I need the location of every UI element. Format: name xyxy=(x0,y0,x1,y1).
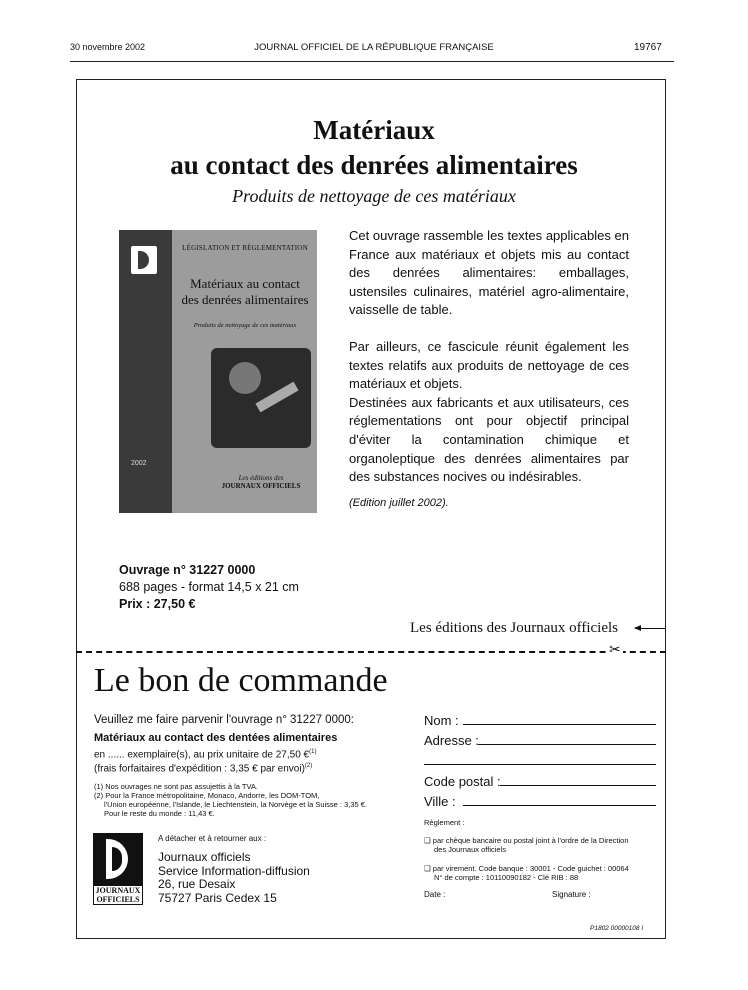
footnote-2-line3: Pour le reste du monde : 11,43 €. xyxy=(104,809,215,818)
adresse-label: Adresse : xyxy=(424,733,479,748)
description-paragraph-1: Cet ouvrage rassemble les textes applicables en France aux matériaux et objets mis au contact des denrées alimentaires: emballages, ustensiles culinaires, matériel agro-alimentaire, vaisselle de table. xyxy=(349,228,629,318)
ad-title-line2: au contact des denrées alimentaires xyxy=(170,150,578,180)
description-paragraph-3: Destinées aux fabricants et aux utilisateurs, ces réglementations ont pour objectif principal d'éviter la contamination chimique et organoleptique des denrées alimentaires par des substances nocives ou indésirables. xyxy=(349,394,629,485)
cover-photo xyxy=(211,348,311,448)
order-quantity-sup: (1) xyxy=(309,749,317,755)
date-label: Date : xyxy=(424,890,446,899)
order-product: Matériaux au contact des dentées alimentaires xyxy=(94,732,338,744)
footnote-1: (1) Nos ouvrages ne sont pas assujettis à la TVA. xyxy=(94,782,258,791)
logo-line2: OFFICIELS xyxy=(96,895,140,904)
ad-description xyxy=(349,227,629,487)
code-postal-label: Code postal : xyxy=(424,774,501,789)
publisher-note: Les éditions des Journaux officiels xyxy=(410,620,619,636)
cheque-line1: ❑ par chèque bancaire ou postal joint à l'ordre de la Direction xyxy=(424,836,629,845)
address-line4: 75727 Paris Cedex 15 xyxy=(158,890,277,905)
journaux-officiels-logo xyxy=(93,833,143,903)
scissors-icon: ✂ xyxy=(609,641,621,657)
adresse-field-line2[interactable] xyxy=(424,764,656,765)
virement-line2: N° de compte : 10110090182 - Clé RIB : 88 xyxy=(434,873,579,882)
reglement-label: Règlement : xyxy=(424,818,465,827)
ouvrage-format: 688 pages - format 14,5 x 21 cm xyxy=(119,580,299,594)
logo-text xyxy=(93,885,143,905)
cover-imprint-line1: Les éditions des xyxy=(238,474,284,482)
journaux-officiels-logo-icon xyxy=(131,246,157,274)
detach-label: A détacher et à retourner aux : xyxy=(158,834,267,843)
ville-label: Ville : xyxy=(424,794,456,809)
order-form-title: Le bon de commande xyxy=(94,662,388,699)
virement-line1: ❑ par virement. Code banque : 30001 - Code guichet : 00064 xyxy=(424,864,629,873)
cover-imprint-line2: JOURNAUX OFFICIELS xyxy=(221,482,301,490)
ad-subtitle: Produits de nettoyage de ces matériaux xyxy=(232,186,516,206)
address-line3: 26, rue Desaix xyxy=(158,877,236,891)
cut-line xyxy=(76,651,666,653)
cover-series: LÉGISLATION ET RÉGLEMENTATION xyxy=(182,244,308,252)
order-footnotes xyxy=(94,782,367,818)
header-page-number: 19767 xyxy=(634,42,662,53)
ouvrage-info xyxy=(119,562,299,613)
description-paragraph-2: Par ailleurs, ce fascicule réunit également les textes relatifs aux produits de nettoyage de ces matériaux et objets. xyxy=(349,338,629,392)
nom-label: Nom : xyxy=(424,713,459,728)
cheque-line2: des Journaux officiels xyxy=(434,845,506,854)
logo-line1: JOURNAUX xyxy=(95,886,141,895)
address-line2: Service Information-diffusion xyxy=(158,863,310,878)
order-shipping-line xyxy=(94,763,312,774)
ad-title-line1: Matériaux xyxy=(313,115,435,145)
footnote-2-line1: (2) Pour la France métropolitaine, Monaco, Andorre, les DOM-TOM, xyxy=(94,791,320,800)
edition-note: (Edition juillet 2002). xyxy=(349,497,449,509)
order-shipping-sup: (2) xyxy=(304,763,313,769)
address-line1: Journaux officiels xyxy=(158,850,251,864)
cover-title-line1: Matériaux au contact xyxy=(190,276,300,291)
payment-virement-option[interactable] xyxy=(424,864,629,882)
cover-imprint xyxy=(209,474,313,490)
ville-field[interactable] xyxy=(463,805,656,806)
order-quantity-text: en ...... exemplaire(s), au prix unitaire de 27,50 € xyxy=(94,749,310,761)
nom-field[interactable] xyxy=(463,724,656,725)
footnote-2-line2: l'Union européenne, l'Islande, le Liechtenstein, la Norvège et la Suisse : 3,35 €. xyxy=(104,800,368,809)
payment-cheque-option[interactable] xyxy=(424,836,629,854)
arrow-left-icon xyxy=(635,628,665,629)
ouvrage-number: Ouvrage n° 31227 0000 xyxy=(119,563,256,577)
cover-title-line2: des denrées alimentaires xyxy=(181,292,309,307)
cover-subtitle: Produits de nettoyage de ces matériaux xyxy=(193,322,297,329)
order-intro: Veuillez me faire parvenir l'ouvrage n° 31227 0000: xyxy=(94,714,354,726)
header-journal-title: JOURNAL OFFICIEL DE LA RÉPUBLIQUE FRANÇAISE xyxy=(254,42,494,53)
code-postal-field[interactable] xyxy=(500,785,656,786)
book-cover-image xyxy=(119,230,317,513)
cover-year: 2002 xyxy=(131,460,147,467)
adresse-field[interactable] xyxy=(478,744,656,745)
header-date: 30 novembre 2002 xyxy=(70,42,146,52)
signature-label: Signature : xyxy=(552,890,591,899)
reference-code: P1802 00000108 I xyxy=(590,925,644,932)
header-rule xyxy=(70,61,674,62)
ouvrage-price: Prix : 27,50 € xyxy=(119,597,196,611)
logo-mark-icon xyxy=(93,833,143,885)
order-shipping-text: (frais forfaitaires d'expédition : 3,35 € par envoi) xyxy=(94,763,305,775)
order-quantity-line xyxy=(94,749,316,760)
return-address xyxy=(158,851,310,905)
